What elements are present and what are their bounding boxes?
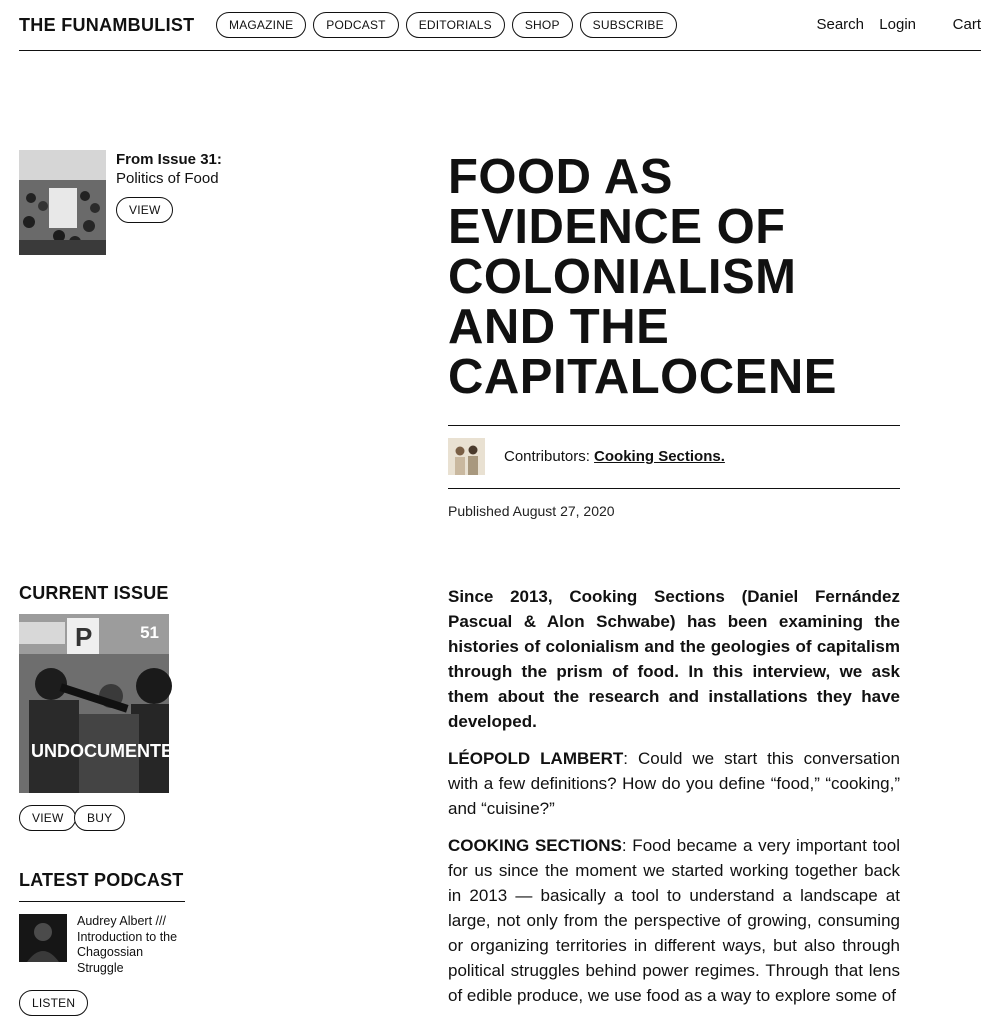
contributor-link[interactable]: Cooking Sections. [594, 448, 725, 465]
podcast-thumbnail[interactable] [19, 914, 67, 962]
issue-name[interactable]: Politics of Food [116, 170, 219, 187]
main-nav [216, 12, 677, 38]
interview-answer [448, 833, 900, 1008]
nav-shop[interactable]: SHOP [512, 12, 573, 38]
speaker-name: COOKING SECTIONS [448, 836, 622, 855]
search-link[interactable]: Search [816, 16, 864, 33]
answer-text: : Food became a very important tool for us since the moment we started working together back in 2013 — basically a tool to understand a landscape at large, not only from the perspective of growing, consuming or organizing territories in different ways, but also through political struggles behind power regimes. Through that lens of edible produce, we use food as a way to explore some of [448, 836, 900, 1005]
svg-text:P: P [75, 622, 93, 652]
contributor-photo-image [448, 438, 485, 475]
site-logo[interactable]: THE FUNAMBULIST [19, 15, 195, 35]
cart-link[interactable]: Cart [952, 16, 981, 33]
contributors-label: Contributors: [504, 448, 590, 465]
divider [19, 901, 185, 902]
current-issue-heading: CURRENT ISSUE [19, 583, 169, 603]
login-link[interactable]: Login [879, 16, 916, 33]
divider [448, 488, 900, 489]
contributor-avatar[interactable] [448, 438, 485, 475]
article-title: FOOD AS EVIDENCE OF COLONIALISM AND THE CAPITALOCENE [448, 150, 837, 404]
podcast-listen-button[interactable]: LISTEN [19, 990, 88, 1016]
nav-editorials[interactable]: EDITORIALS [406, 12, 505, 38]
article-lead: Since 2013, Cooking Sections (Daniel Fernández Pascual & Alon Schwabe) has been examining the histories of colonialism and the geologies of capitalism through the prism of food. In this interview, we ask them about the research and installations they have developed. [448, 587, 900, 731]
interview-question [448, 746, 900, 821]
site-header [19, 0, 981, 51]
nav-podcast[interactable]: PODCAST [313, 12, 398, 38]
current-issue-buy-button[interactable]: BUY [74, 805, 125, 831]
contributors-line [504, 448, 725, 465]
nav-magazine[interactable]: MAGAZINE [216, 12, 306, 38]
cover-issue-number: 51 [140, 623, 159, 642]
published-date: Published August 27, 2020 [448, 503, 615, 519]
issue-view-button[interactable]: VIEW [116, 197, 173, 223]
article-body [448, 584, 900, 1020]
divider [448, 425, 900, 426]
issue-cover-thumbnail[interactable] [19, 150, 106, 255]
cover-issue-title: UNDOCUMENTED INTERNATIONAL [31, 741, 337, 761]
question-text: : Could we start this conversation with a few definitions? How do you define “food,” “cooking,” and “cuisine?” [448, 749, 900, 818]
issue-label: From Issue 31: [116, 151, 222, 168]
podcast-title-link[interactable]: Audrey Albert /// Introduction to the Chagossian Struggle [77, 914, 178, 975]
issue-photo-image [19, 150, 106, 255]
current-issue-cover[interactable] [19, 614, 337, 793]
latest-podcast-heading: LATEST PODCAST [19, 870, 184, 890]
speaker-name: LÉOPOLD LAMBERT [448, 749, 624, 768]
current-issue-view-button[interactable]: VIEW [19, 805, 76, 831]
nav-subscribe[interactable]: SUBSCRIBE [580, 12, 677, 38]
podcast-photo-image [19, 914, 67, 962]
